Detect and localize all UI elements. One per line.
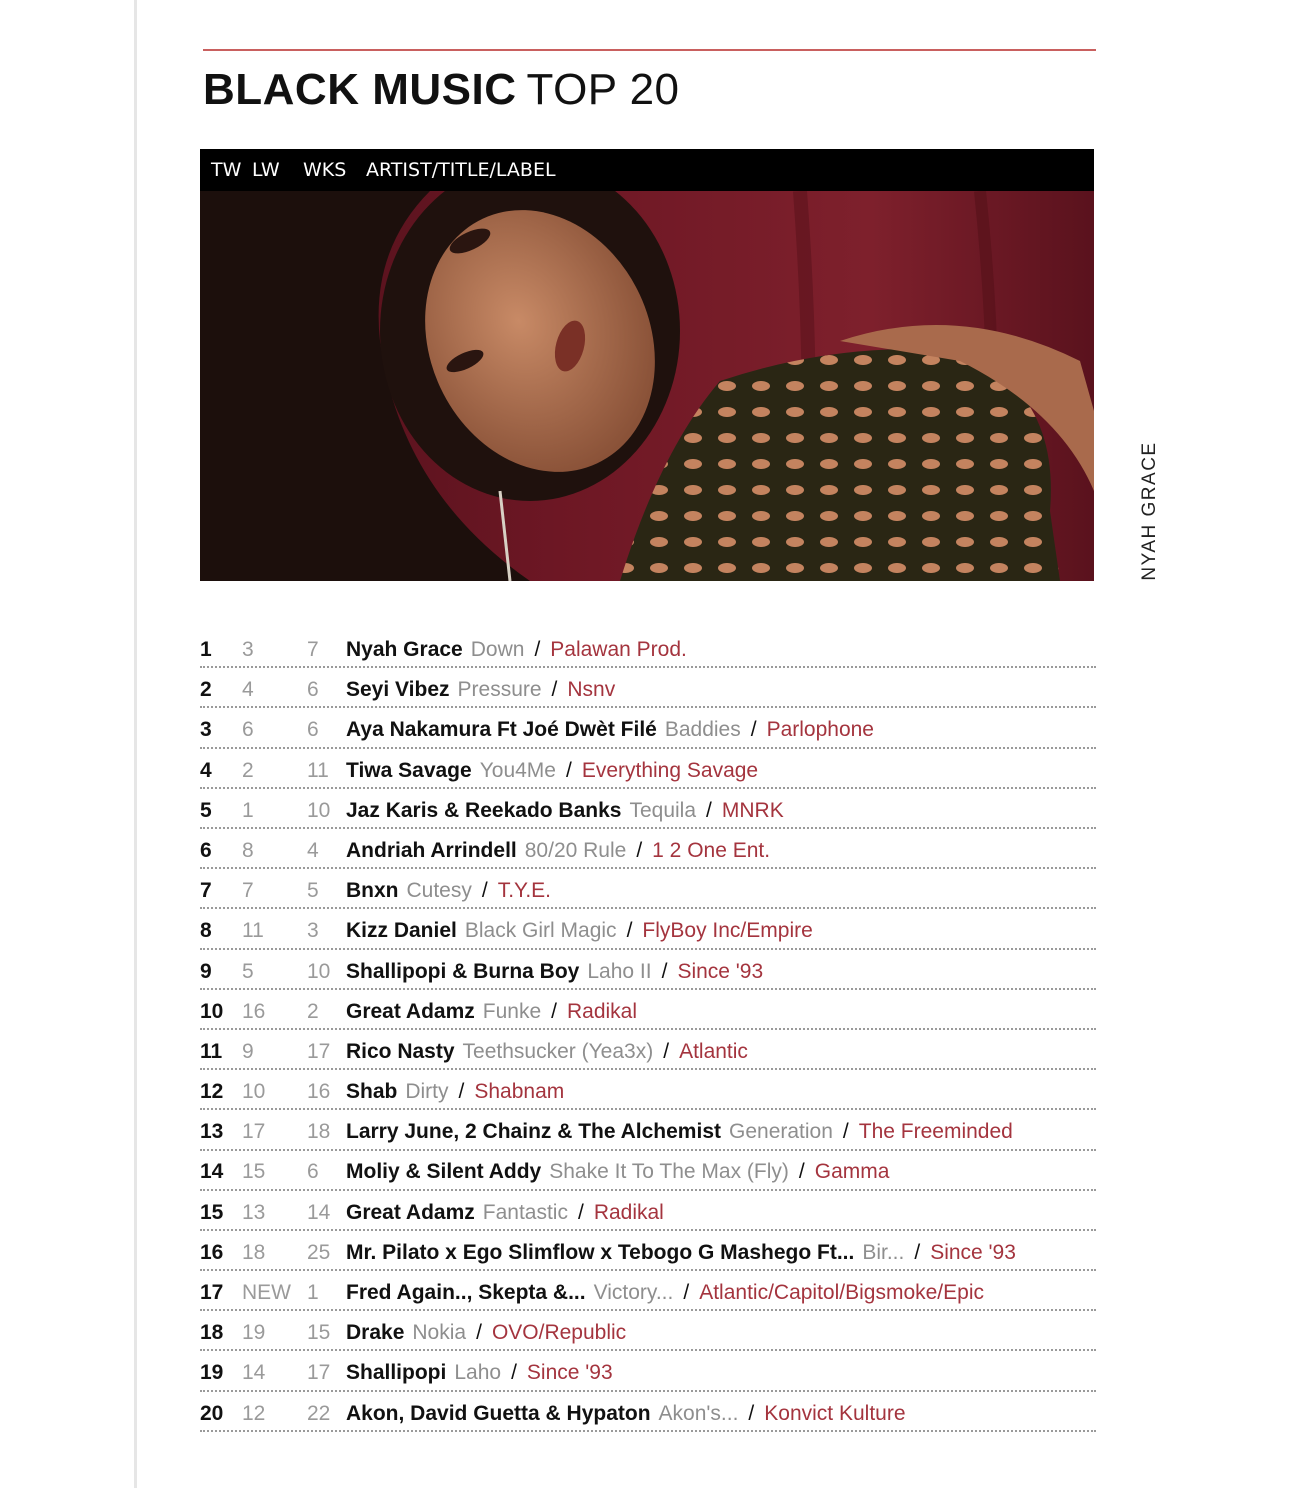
this-week-position: 17: [200, 1281, 224, 1304]
chart-row: [200, 1273, 1096, 1311]
chart-row: [200, 1032, 1096, 1070]
last-week-position: 7: [242, 879, 254, 903]
entry-info: [346, 718, 874, 742]
separator: /: [750, 718, 757, 742]
chart-row: [200, 630, 1096, 668]
record-label: Since '93: [930, 1240, 1016, 1264]
entry-info: [346, 1201, 664, 1225]
artist-name: Great Adamz: [346, 999, 475, 1023]
record-label: Atlantic: [679, 1039, 748, 1063]
weeks-on-chart: 5: [307, 879, 319, 903]
record-label: FlyBoy Inc/Empire: [642, 919, 813, 943]
record-label: Konvict Kulture: [764, 1401, 906, 1425]
last-week-position: 14: [242, 1361, 266, 1385]
page-title-light: TOP 20: [526, 65, 680, 114]
last-week-position: 12: [242, 1401, 266, 1425]
chart-row: [200, 751, 1096, 789]
this-week-position: 1: [200, 638, 212, 661]
chart-row: [200, 1394, 1096, 1432]
song-title: Fantastic: [482, 1200, 568, 1224]
last-week-position: 1: [242, 798, 254, 822]
weeks-on-chart: 10: [307, 798, 331, 822]
this-week-position: 13: [200, 1120, 224, 1144]
weeks-on-chart: 14: [307, 1200, 331, 1224]
artist-name: Fred Again.., Skepta &...: [346, 1281, 586, 1304]
this-week-position: 11: [200, 1039, 223, 1063]
chart-row: [200, 871, 1096, 909]
last-week-position: 16: [242, 999, 266, 1023]
weeks-on-chart: 17: [307, 1039, 331, 1063]
entry-info: [346, 1321, 626, 1345]
weeks-on-chart: 18: [307, 1120, 331, 1144]
record-label: Radikal: [566, 999, 638, 1023]
separator: /: [706, 798, 712, 822]
record-label: Parlophone: [766, 718, 874, 742]
weeks-on-chart: 15: [307, 1321, 331, 1345]
chart-list: [200, 630, 1096, 1434]
separator: /: [511, 1361, 517, 1385]
song-title: Akon's...: [658, 1401, 739, 1425]
entry-info: [346, 960, 763, 984]
record-label: T.Y.E.: [497, 879, 552, 903]
record-label: MNRK: [721, 798, 784, 822]
separator: /: [565, 758, 572, 782]
weeks-on-chart: 7: [307, 638, 319, 661]
entry-info: [346, 638, 687, 662]
entry-info: [346, 919, 813, 943]
record-label: Radikal: [593, 1200, 664, 1224]
page-title: [203, 64, 680, 116]
song-title: Nokia: [412, 1321, 467, 1345]
this-week-position: 2: [200, 678, 212, 702]
artist-photo: [200, 191, 1094, 581]
photo-credit: NYAH GRACE: [1139, 441, 1160, 581]
song-title: Shake It To The Max (Fly): [549, 1160, 789, 1184]
weeks-on-chart: 6: [307, 718, 319, 742]
this-week-position: 9: [200, 959, 212, 983]
artist-name: Kizz Daniel: [346, 919, 457, 943]
entry-info: [346, 759, 758, 783]
entry-info: [346, 839, 770, 863]
last-week-position: 5: [242, 959, 254, 983]
song-title: Baddies: [664, 718, 741, 742]
entry-info: [346, 1120, 1013, 1144]
header-this-week: TW: [211, 159, 242, 181]
song-title: Pressure: [457, 678, 542, 702]
artist-name: Great Adamz: [346, 1200, 475, 1224]
header-weeks: WKS: [303, 159, 347, 181]
chart-row: [200, 911, 1096, 949]
this-week-position: 10: [200, 999, 224, 1023]
weeks-on-chart: 22: [307, 1401, 331, 1425]
title-rule: [203, 49, 1096, 51]
last-week-position: 3: [242, 638, 254, 661]
chart-row: [200, 670, 1096, 708]
this-week-position: 12: [200, 1080, 224, 1104]
this-week-position: 3: [200, 718, 212, 742]
artist-name: Larry June, 2 Chainz & The Alchemist: [346, 1120, 721, 1144]
artist-name: Shallipopi: [346, 1361, 447, 1385]
this-week-position: 20: [200, 1401, 224, 1425]
this-week-position: 7: [200, 879, 212, 903]
page-title-bold: BLACK MUSIC: [203, 65, 517, 114]
last-week-position: 19: [242, 1321, 266, 1345]
this-week-position: 5: [200, 798, 212, 822]
separator: /: [476, 1321, 482, 1345]
chart-row: [200, 1233, 1096, 1271]
last-week-position: 9: [242, 1039, 254, 1063]
header-artist-title-label: ARTIST/TITLE/LABEL: [366, 159, 556, 181]
song-title: Laho II: [587, 959, 652, 983]
this-week-position: 14: [200, 1160, 224, 1184]
artist-name: Shallipopi & Burna Boy: [346, 959, 580, 983]
separator: /: [636, 838, 643, 862]
separator: /: [577, 1200, 584, 1224]
entry-info: [346, 678, 615, 702]
artist-name: Akon, David Guetta & Hypaton: [346, 1401, 651, 1425]
artist-name: Nyah Grace: [346, 638, 463, 661]
weeks-on-chart: 4: [307, 838, 319, 862]
chart-row: [200, 1313, 1096, 1351]
weeks-on-chart: 3: [307, 919, 319, 943]
weeks-on-chart: 10: [307, 959, 331, 983]
separator: /: [551, 678, 558, 702]
separator: /: [798, 1160, 805, 1184]
song-title: Black Girl Magic: [464, 919, 617, 943]
this-week-position: 19: [200, 1361, 224, 1385]
chart-row: [200, 1112, 1096, 1150]
page-margin-rule: [134, 0, 137, 1488]
song-title: Bir...: [862, 1240, 905, 1264]
artist-name: Moliy & Silent Addy: [346, 1160, 542, 1184]
this-week-position: 6: [200, 838, 212, 862]
entry-info: [346, 1361, 613, 1385]
column-header-bar: [200, 149, 1094, 191]
song-title: You4Me: [479, 758, 556, 782]
chart-row: [200, 1353, 1096, 1391]
weeks-on-chart: 6: [307, 1160, 319, 1184]
entry-info: [346, 1160, 889, 1184]
weeks-on-chart: 25: [307, 1240, 331, 1264]
last-week-position: 18: [242, 1240, 266, 1264]
last-week-position: 2: [242, 758, 254, 782]
separator: /: [458, 1080, 465, 1104]
entry-info: [346, 1281, 984, 1305]
entry-info: [346, 1040, 748, 1064]
chart-row: [200, 952, 1096, 990]
record-label: 1 2 One Ent.: [652, 838, 771, 862]
artist-name: Jaz Karis & Reekado Banks: [346, 798, 622, 822]
record-label: Since '93: [526, 1361, 613, 1385]
record-label: OVO/Republic: [491, 1321, 627, 1345]
this-week-position: 4: [200, 758, 212, 782]
chart-row: [200, 1152, 1096, 1190]
chart-row: [200, 992, 1096, 1030]
separator: /: [626, 919, 633, 943]
song-title: Teethsucker (Yea3x): [462, 1039, 654, 1063]
song-title: Victory...: [593, 1281, 674, 1304]
last-week-position: 13: [242, 1200, 266, 1224]
record-label: Everything Savage: [581, 758, 759, 782]
weeks-on-chart: 2: [307, 999, 319, 1023]
header-last-week: LW: [252, 159, 280, 181]
artist-name: Tiwa Savage: [346, 758, 472, 782]
weeks-on-chart: 16: [307, 1080, 331, 1104]
song-title: Generation: [729, 1120, 833, 1144]
last-week-position: 6: [242, 718, 254, 742]
last-week-position: 4: [242, 678, 254, 702]
artist-name: Rico Nasty: [346, 1039, 455, 1063]
record-label: Since '93: [677, 959, 764, 983]
entry-info: [346, 879, 551, 903]
entry-info: [346, 1402, 906, 1426]
record-label: Shabnam: [474, 1080, 565, 1104]
record-label: Atlantic/Capitol/Bigsmoke/Epic: [699, 1281, 984, 1304]
chart-row: [200, 1193, 1096, 1231]
chart-row: [200, 791, 1096, 829]
last-week-position: 11: [242, 919, 264, 943]
weeks-on-chart: 17: [307, 1361, 331, 1385]
song-title: Cutesy: [406, 879, 472, 903]
weeks-on-chart: 1: [307, 1281, 319, 1304]
entry-info: [346, 1241, 1016, 1265]
artist-name: Drake: [346, 1321, 405, 1345]
chart-row: [200, 831, 1096, 869]
song-title: Down: [470, 638, 525, 661]
separator: /: [842, 1120, 849, 1144]
artist-name: Bnxn: [346, 879, 399, 903]
this-week-position: 15: [200, 1200, 224, 1224]
record-label: Gamma: [814, 1160, 890, 1184]
separator: /: [481, 879, 488, 903]
entry-info: [346, 1000, 637, 1024]
song-title: Dirty: [405, 1080, 449, 1104]
separator: /: [663, 1039, 670, 1063]
last-week-position: 10: [242, 1080, 266, 1104]
separator: /: [683, 1281, 690, 1304]
artist-photo-illustration: [200, 191, 1094, 581]
song-title: Funke: [482, 999, 542, 1023]
separator: /: [551, 999, 557, 1023]
separator: /: [914, 1240, 921, 1264]
weeks-on-chart: 11: [307, 758, 329, 782]
song-title: Tequila: [629, 798, 697, 822]
this-week-position: 18: [200, 1321, 224, 1345]
entry-info: [346, 799, 784, 823]
entry-info: [346, 1080, 564, 1104]
last-week-position: 8: [242, 838, 254, 862]
record-label: Nsnv: [567, 678, 616, 702]
song-title: Laho: [454, 1361, 502, 1385]
record-label: The Freeminded: [858, 1120, 1013, 1144]
last-week-position: 17: [242, 1120, 266, 1144]
this-week-position: 16: [200, 1240, 224, 1264]
chart-row: [200, 710, 1096, 748]
chart-row: [200, 1072, 1096, 1110]
song-title: 80/20 Rule: [524, 838, 627, 862]
artist-name: Shab: [346, 1080, 398, 1104]
this-week-position: 8: [200, 919, 212, 943]
last-week-position: NEW: [242, 1281, 291, 1304]
artist-name: Mr. Pilato x Ego Slimflow x Tebogo G Mashego Ft...: [346, 1240, 855, 1264]
artist-name: Seyi Vibez: [346, 678, 450, 702]
separator: /: [661, 959, 668, 983]
record-label: Palawan Prod.: [550, 638, 687, 661]
separator: /: [534, 638, 541, 661]
separator: /: [748, 1401, 755, 1425]
weeks-on-chart: 6: [307, 678, 319, 702]
artist-name: Aya Nakamura Ft Joé Dwèt Filé: [346, 718, 657, 742]
artist-name: Andriah Arrindell: [346, 838, 517, 862]
last-week-position: 15: [242, 1160, 266, 1184]
